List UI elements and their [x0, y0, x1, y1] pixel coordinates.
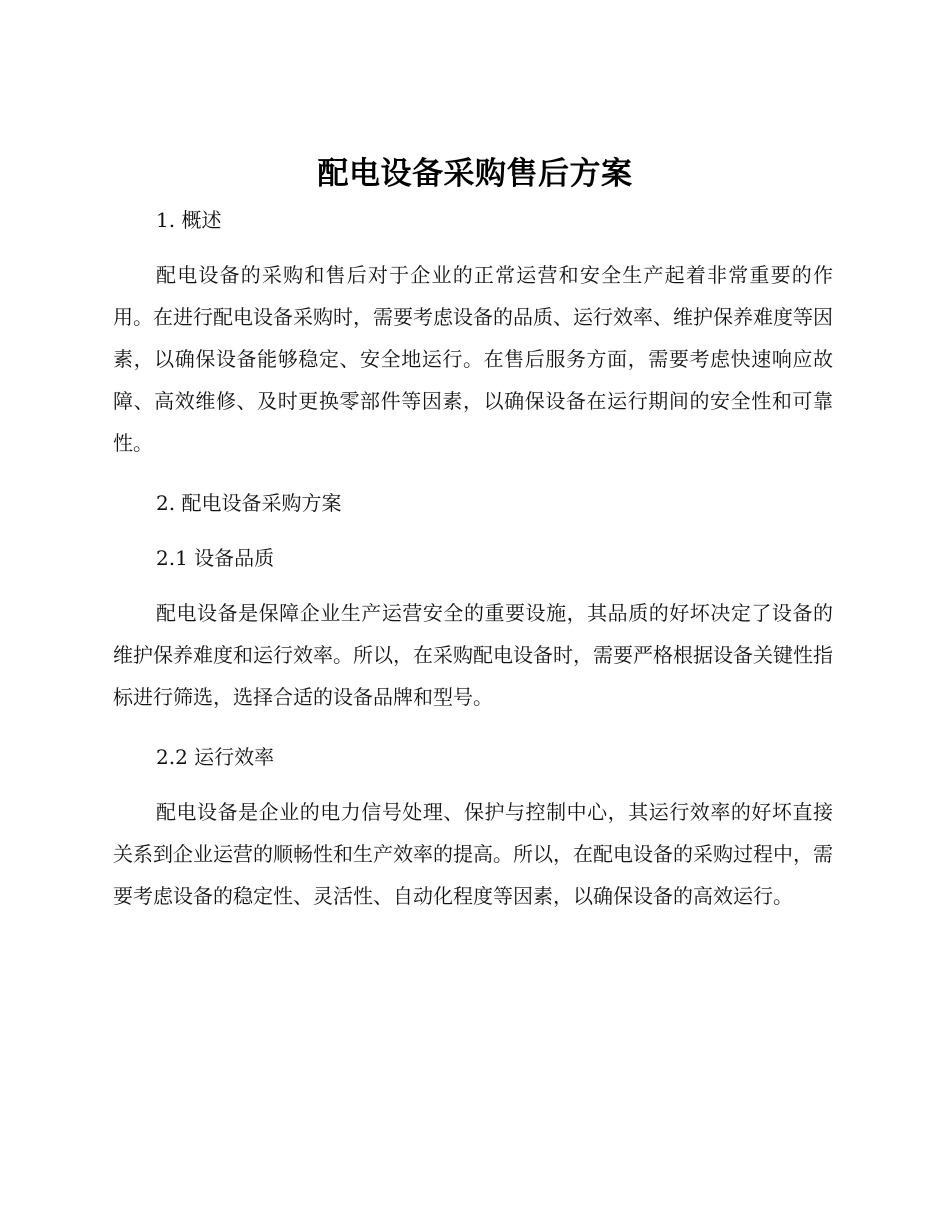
- section-heading-overview: 1. 概述: [156, 208, 222, 232]
- spacer: [113, 527, 833, 534]
- spacer: [113, 244, 833, 254]
- paragraph-equipment-quality: 配电设备是保障企业生产运营安全的重要设施，其品质的好坏决定了设备的维护保养难度和运行效率。所以，在采购配电设备时，需要严格根据设备关键性指标进行筛选，选择合适的设备品牌和型号。: [113, 601, 833, 709]
- document-body: [113, 196, 833, 917]
- spacer: [113, 718, 833, 733]
- paragraph-operating-efficiency: 配电设备是企业的电力信号处理、保护与控制中心，其运行效率的好坏直接关系到企业运营的顺畅性和生产效率的提高。所以，在配电设备的采购过程中，需要考虑设备的稳定性、灵活性、自动化程度等因素，以确保设备的高效运行。: [113, 800, 833, 908]
- section-heading-procurement-plan: 2. 配电设备采购方案: [156, 491, 342, 515]
- spacer: [113, 781, 833, 791]
- document-title: 配电设备采购售后方案: [317, 156, 633, 192]
- spacer: [113, 582, 833, 592]
- paragraph-overview: 配电设备的采购和售后对于企业的正常运营和安全生产起着非常重要的作用。在进行配电设备采购时，需要考虑设备的品质、运行效率、维护保养难度等因素，以确保设备能够稳定、安全地运行。在售后服务方面，需要考虑快速响应故障、高效维修、及时更换零部件等因素，以确保设备在运行期间的安全性和可靠性。: [113, 263, 833, 455]
- section-heading-equipment-quality: 2.1 设备品质: [156, 546, 275, 570]
- section-heading-operating-efficiency: 2.2 运行效率: [156, 745, 275, 769]
- spacer: [113, 464, 833, 479]
